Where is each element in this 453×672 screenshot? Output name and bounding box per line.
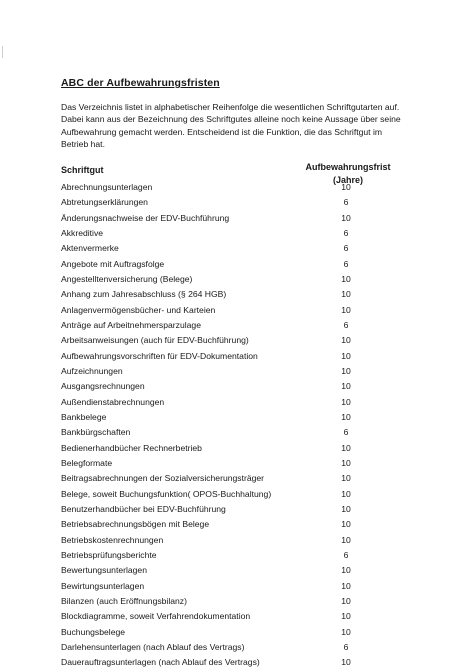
row-retention-years: 6 [343, 319, 349, 330]
row-retention-years: 10 [341, 565, 351, 576]
row-document-type: Aufzeichnungen [61, 365, 123, 376]
row-retention-years: 6 [343, 227, 349, 238]
table-row [61, 549, 401, 564]
table-row [61, 610, 401, 625]
row-document-type: Darlehensunterlagen (nach Ablauf des Vertrags) [61, 641, 245, 652]
table-row [61, 595, 401, 610]
row-document-type: Abtretungserklärungen [61, 197, 148, 208]
column-header-line1: Aufbewahrungsfrist [305, 162, 391, 172]
row-document-type: Anhang zum Jahresabschluss (§ 264 HGB) [61, 289, 227, 300]
table-row [61, 380, 401, 395]
row-retention-years: 6 [343, 258, 349, 269]
row-retention-years: 10 [341, 457, 351, 468]
column-header-line2: (Jahre) [332, 174, 363, 185]
row-document-type: Dauerauftragsunterlagen (nach Ablauf des Vertrags) [61, 657, 260, 668]
table-row [61, 258, 401, 273]
row-retention-years: 10 [341, 411, 351, 422]
row-document-type: Aktenvermerke [61, 243, 119, 254]
row-document-type: Benutzerhandbücher bei EDV-Buchführung [61, 503, 226, 514]
row-retention-years: 6 [343, 197, 349, 208]
row-retention-years: 6 [343, 427, 349, 438]
row-retention-years: 10 [341, 212, 351, 223]
table-row [61, 242, 401, 257]
row-document-type: Akkreditive [61, 227, 104, 238]
table-row [61, 196, 401, 211]
row-retention-years: 10 [341, 335, 351, 346]
row-retention-years: 10 [341, 519, 351, 530]
table-row [61, 319, 401, 334]
table-row [61, 334, 401, 349]
row-retention-years: 10 [341, 365, 351, 376]
table-row [61, 503, 401, 518]
row-retention-years: 10 [341, 350, 351, 361]
row-document-type: Außendienstabrechnungen [61, 396, 165, 407]
row-retention-years: 6 [343, 243, 349, 254]
row-document-type: Arbeitsanweisungen (auch für EDV-Buchführung) [61, 335, 249, 346]
table-row [61, 472, 401, 487]
table-row [61, 212, 401, 227]
row-retention-years: 10 [341, 595, 351, 606]
row-document-type: Blockdiagramme, soweit Verfahrendokumentation [61, 611, 251, 622]
table-row [61, 564, 401, 579]
row-retention-years: 10 [341, 626, 351, 637]
table-row [61, 442, 401, 457]
table-row [61, 626, 401, 641]
row-document-type: Betriebsabrechnungsbögen mit Belege [61, 519, 210, 530]
column-header-schriftgut: Schriftgut [61, 165, 104, 175]
row-retention-years: 6 [343, 641, 349, 652]
table-row [61, 411, 401, 426]
row-document-type: Änderungsnachweise der EDV-Buchführung [61, 212, 230, 223]
table-row [61, 580, 401, 595]
row-retention-years: 10 [341, 273, 351, 284]
row-document-type: Anträge auf Arbeitnehmersparzulage [61, 319, 201, 330]
row-document-type: Bankbelege [61, 411, 107, 422]
row-retention-years: 6 [343, 549, 349, 560]
row-document-type: Beitragsabrechnungen der Sozialversicherungsträger [61, 473, 265, 484]
row-document-type: Bankbürgschaften [61, 427, 131, 438]
table-row [61, 227, 401, 242]
table-row [61, 518, 401, 533]
page-title: ABC der Aufbewahrungsfristen [61, 77, 220, 89]
row-retention-years: 10 [341, 611, 351, 622]
row-document-type: Angebote mit Auftragsfolge [61, 258, 165, 269]
row-document-type: Belegformate [61, 457, 113, 468]
row-document-type: Ausgangsrechnungen [61, 381, 145, 392]
table-row [61, 273, 401, 288]
table-row [61, 396, 401, 411]
row-document-type: Anlagenvermögensbücher- und Karteien [61, 304, 216, 315]
row-document-type: Buchungsbelege [61, 626, 126, 637]
row-retention-years: 10 [341, 381, 351, 392]
table-row [61, 365, 401, 380]
table-row [61, 534, 401, 549]
table-row [61, 488, 401, 503]
retention-table [61, 181, 401, 672]
row-retention-years: 10 [341, 304, 351, 315]
row-retention-years: 10 [341, 396, 351, 407]
row-document-type: Bewertungsunterlagen [61, 565, 147, 576]
table-row [61, 181, 401, 196]
row-document-type: Angestelltenversicherung (Belege) [61, 273, 193, 284]
table-row [61, 457, 401, 472]
row-retention-years: 10 [341, 182, 351, 192]
row-document-type: Abrechnungsunterlagen [61, 182, 153, 192]
row-retention-years: 10 [341, 657, 351, 668]
table-row [61, 350, 401, 365]
row-document-type: Belege, soweit Buchungsfunktion( OPOS-Buchhaltung) [61, 488, 272, 499]
row-retention-years: 10 [341, 503, 351, 514]
row-document-type: Bedienerhandbücher Rechnerbetrieb [61, 442, 202, 453]
row-retention-years: 10 [341, 473, 351, 484]
scan-artifact [2, 46, 3, 58]
row-retention-years: 10 [341, 289, 351, 300]
row-document-type: Bilanzen (auch Eröffnungsbilanz) [61, 595, 187, 606]
table-row [61, 426, 401, 441]
table-row [61, 304, 401, 319]
intro-paragraph: Das Verzeichnis listet in alphabetischer Reihenfolge die wesentlichen Schriftgutarten auf. Dabei kann aus der Bezeichnung des Schriftgutes alleine noch keine Aussage über seine Aufbewahrung gemacht werden. Entscheidend ist die Funktion, die das Schriftgut im Betrieb hat. [61, 102, 401, 149]
table-row [61, 288, 401, 303]
row-retention-years: 10 [341, 442, 351, 453]
table-row [61, 641, 401, 656]
row-retention-years: 10 [341, 580, 351, 591]
row-document-type: Bewirtungsunterlagen [61, 580, 145, 591]
table-row [61, 656, 401, 671]
row-retention-years: 10 [341, 488, 351, 499]
row-document-type: Betriebskostenrechnungen [61, 534, 164, 545]
row-retention-years: 10 [341, 534, 351, 545]
row-document-type: Betriebsprüfungsberichte [61, 549, 157, 560]
row-document-type: Aufbewahrungsvorschriften für EDV-Dokumentation [61, 350, 258, 361]
